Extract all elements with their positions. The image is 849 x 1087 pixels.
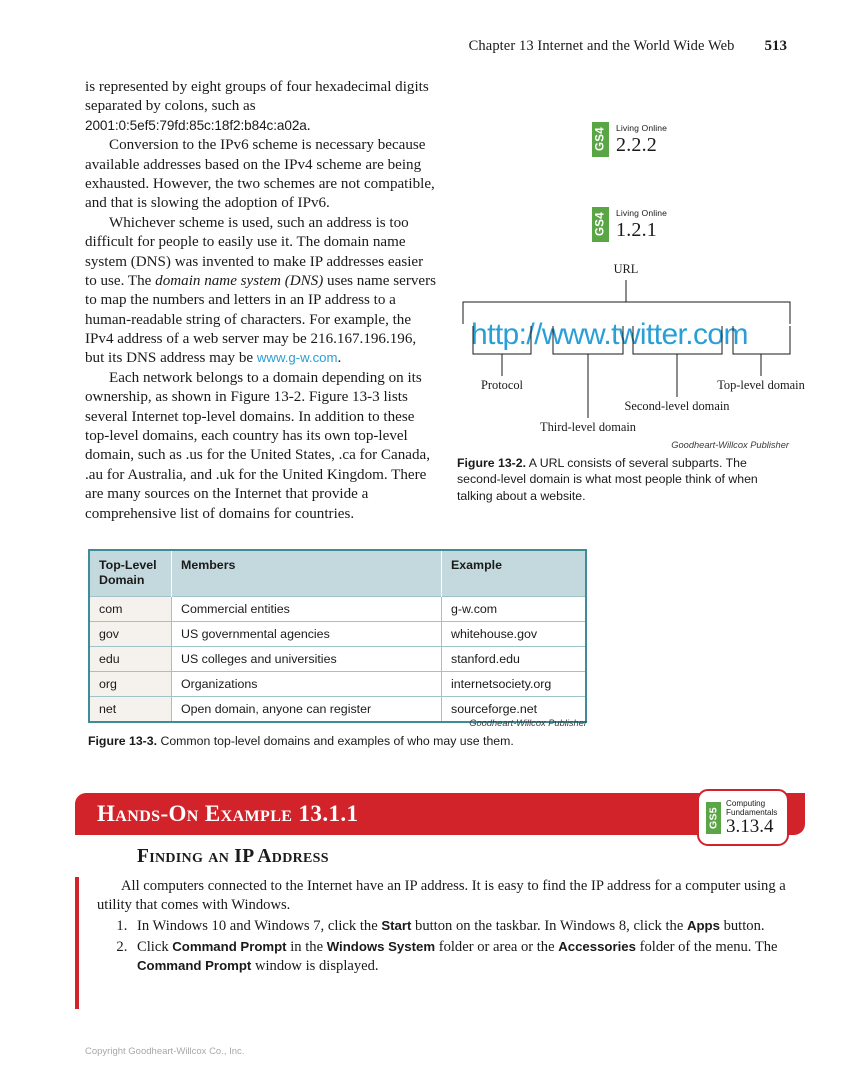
accessories-term: Accessories (558, 938, 636, 954)
windows-system-term: Windows System (326, 938, 436, 954)
label-third-level-domain: Third-level domain (540, 420, 636, 434)
command-prompt-term: Command Prompt (172, 938, 287, 954)
step-2-text-c: folder or area or the (435, 938, 559, 955)
running-head (469, 38, 787, 55)
start-button-term: Start (381, 917, 412, 933)
figure-2-caption-text: A URL consists of several subparts. The second-level domain is what most people think of when talking about a website. (457, 456, 758, 503)
table-cell-example: g-w.com (442, 596, 587, 621)
gs5-badge-text (726, 799, 777, 837)
main-text-column (85, 78, 437, 524)
chapter-title: Chapter 13 Internet and the World Wide Web (468, 38, 735, 54)
gs-badge-1 (592, 122, 667, 157)
label-second-level-domain: Second-level domain (624, 399, 730, 413)
table-cell-domain: com (89, 596, 172, 621)
label-protocol: Protocol (481, 378, 523, 392)
table-cell-domain: net (89, 696, 172, 722)
table-cell-example: stanford.edu (442, 646, 587, 671)
table-cell-domain: gov (89, 621, 172, 646)
gs-category: Living Online (616, 208, 667, 219)
figure-3-caption-text: Common top-level domains and examples of who may use them. (157, 734, 514, 748)
figure-2-label: Figure 13-2. (457, 456, 527, 470)
table-cell-example: whitehouse.gov (442, 621, 587, 646)
hands-on-title: Hands-On Example 13.1.1 (97, 801, 359, 826)
gs-number: 1.2.1 (616, 218, 657, 241)
url-top-label: URL (613, 262, 639, 276)
hands-on-banner (75, 793, 805, 838)
gs-badge-text (616, 122, 667, 157)
command-prompt-window-term: Command Prompt (137, 957, 252, 973)
gs-category: Living Online (616, 123, 667, 134)
paragraph-3-text-a: Whichever scheme is used, such an address is too difficult for people to easily use it. The domain name system (DNS) was invented to make IP addresses easier to use. The (85, 214, 424, 289)
step-2-text-b: in the (286, 938, 327, 955)
dns-term: domain name system (DNS) (155, 272, 324, 289)
page-number: 513 (764, 38, 787, 54)
table-header-cell: Members (172, 550, 442, 596)
gs-chip-label: GS4 (592, 122, 609, 157)
paragraph-3-tail: . (337, 350, 342, 367)
paragraph-1-tail: . (306, 117, 311, 134)
table-cell-members: Organizations (172, 671, 442, 696)
figure-3-caption (88, 733, 728, 749)
step-1-text-b: button on the taskbar. In Windows 8, click the (411, 917, 687, 934)
apps-button-term: Apps (686, 917, 720, 933)
table-row (89, 596, 586, 621)
list-item (131, 917, 791, 936)
gs5-category-line-2: Fundamentals (726, 808, 778, 817)
gs-chip-label: GS5 (706, 802, 721, 834)
paragraph-1-text: is represented by eight groups of four hexadecimal digits separated by colons, such as (85, 79, 429, 115)
paragraph-3-text-b: uses name servers to map the numbers and letters in an IP address to a human-readable string of characters. For example, the IPv4 address of a web server may be 216.167.196.196, but its DNS address may be (85, 272, 437, 367)
paragraph-1 (85, 78, 437, 136)
tld-table-wrapper (88, 549, 587, 723)
table-cell-members: US colleges and universities (172, 646, 442, 671)
hands-on-intro: All computers connected to the Internet have an IP address. It is easy to find the IP address for a computer using a utility that comes with Windows. (97, 878, 786, 913)
hands-on-subtitle: Finding an IP Address (137, 846, 329, 867)
table-header-cell: Top-Level Domain (89, 550, 172, 596)
hands-on-steps (97, 917, 791, 976)
footer-copyright: Copyright Goodheart-Willcox Co., Inc. (85, 1046, 245, 1057)
url-diagram-svg (443, 258, 809, 436)
figure-2-caption (457, 455, 791, 504)
ipv6-address: 2001:0:5ef5:79fd:85c:18f2:b84c:a02a (85, 117, 307, 133)
paragraph-4: Each network belongs to a domain depending on its ownership, as shown in Figure 13-2. Figure 13-3 lists several Internet top-level domains. In addition to these top-level domains, each country has its own top-level domain, such as .us for the United States, .ca for Canada, .au for Australia, and .uk for the United Kingdom. There are many sources on the Internet that provide a comprehensive list of domains for countries. (85, 369, 430, 522)
hands-on-example-section (75, 793, 805, 1009)
gs5-number: 3.13.4 (726, 816, 774, 838)
gs-badge-2 (592, 207, 667, 242)
list-item (131, 938, 791, 976)
gs5-category-line-1: Computing (726, 798, 766, 808)
table-cell-members: Open domain, anyone can register (172, 696, 442, 722)
figure-3-label: Figure 13-3. (88, 734, 158, 748)
paragraph-2: Conversion to the IPv6 scheme is necessary because available addresses based on the IPv4 scheme are being exhausted. However, the two schemes are not compatible, and that is slowing the adoption of IPv6. (85, 137, 435, 212)
tld-table (88, 549, 587, 723)
table-header-cell: Example (442, 550, 587, 596)
figure-3-credit: Goodheart-Willcox Publisher (469, 718, 587, 728)
gs5-badge (697, 789, 789, 846)
gs-number: 2.2.2 (616, 133, 657, 156)
step-2-text-d: folder of the menu. The (635, 938, 778, 955)
table-cell-members: US governmental agencies (172, 621, 442, 646)
gs-chip-label: GS4 (592, 207, 609, 242)
table-cell-domain: edu (89, 646, 172, 671)
table-row (89, 671, 586, 696)
hands-on-body (75, 877, 805, 1009)
paragraph-3 (85, 214, 437, 369)
step-1-text-c: button. (719, 917, 765, 934)
table-cell-example: sourceforge.net (442, 696, 587, 722)
label-top-level-domain: Top-level domain (717, 378, 805, 392)
figure-2-credit: Goodheart-Willcox Publisher (671, 440, 789, 450)
gw-link[interactable]: www.g-w.com (256, 350, 338, 366)
step-2-text-a: Click (137, 938, 173, 955)
gs-badge-text (616, 207, 667, 242)
table-header-row (89, 550, 586, 596)
table-row (89, 621, 586, 646)
step-1-text-a: In Windows 10 and Windows 7, click the (137, 917, 382, 934)
table-cell-example: internetsociety.org (442, 671, 587, 696)
table-cell-members: Commercial entities (172, 596, 442, 621)
url-anatomy-diagram (443, 258, 809, 436)
table-row (89, 646, 586, 671)
url-text: http://www.twitter.com (471, 318, 748, 351)
table-cell-domain: org (89, 671, 172, 696)
step-2-text-e: window is displayed. (251, 957, 379, 974)
